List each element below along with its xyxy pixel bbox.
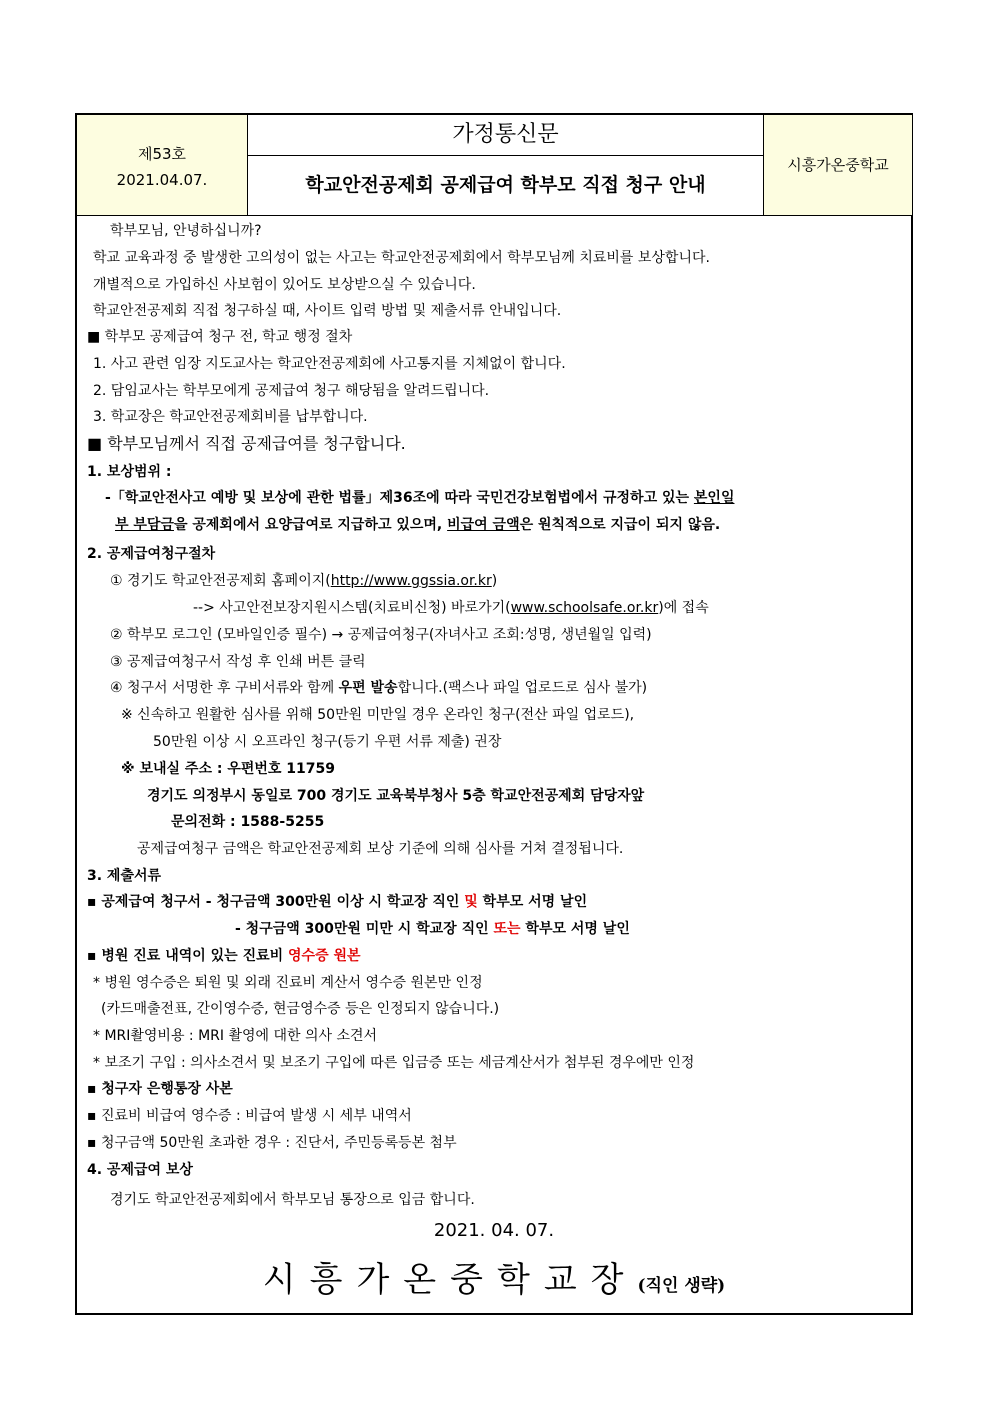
payment-text: 경기도 학교안전공제회에서 학부모님 통장으로 입금 합니다. [110, 1192, 475, 1208]
document-item: ▪ 청구자 은행통장 사본 [87, 1081, 233, 1097]
document-note: * 병원 영수증은 퇴원 및 외래 진료비 계산서 영수증 원본만 인정 [93, 975, 483, 991]
document-item: ▪ 병원 진료 내역이 있는 진료비 영수증 원본 [87, 948, 361, 964]
section-4-heading: 4. 공제급여 보상 [87, 1162, 193, 1178]
document-note: (카드매출전표, 간이영수증, 현금영수증 등은 인정되지 않습니다.) [101, 1001, 500, 1017]
document-note: * MRI촬영비용 : MRI 촬영에 대한 의사 소견서 [93, 1028, 378, 1044]
sign-date: 2021. 04. 07. [433, 1220, 555, 1241]
procedure-step: ② 학부모 로그인 (모바일인증 필수) → 공제급여청구(자녀사고 조회:성명, 생년월일 입력) [110, 627, 652, 643]
document-kind: 가정통신문 [248, 115, 763, 156]
admin-step: 1. 사고 관련 임장 지도교사는 학교안전공제회에 사고통지를 지체없이 합니다. [93, 356, 566, 372]
mailing-address-label: ※ 보내실 주소 : 우편번호 11759 [121, 761, 336, 777]
schoolsafe-link[interactable]: www.schoolsafe.or.kr [510, 600, 659, 616]
direct-claim-heading: ■ 학부모님께서 직접 공제급여를 청구합니다. [87, 434, 406, 453]
document-item: ▪ 진료비 비급여 영수증 : 비급여 발생 시 세부 내역서 [87, 1108, 412, 1124]
intro-paragraph: 학교안전공제회 직접 청구하실 때, 사이트 입력 방법 및 제출서류 안내입니다. [93, 303, 562, 319]
procedure-step: ① 경기도 학교안전공제회 홈페이지(http://www.ggssia.or.kr) [110, 573, 498, 589]
admin-step: 2. 담임교사는 학부모에게 공제급여 청구 해당됨을 알려드립니다. [93, 383, 490, 399]
issue-cell [77, 115, 248, 215]
intro-paragraph: 학교 교육과정 중 발생한 고의성이 없는 사고는 학교안전공제회에서 학부모님께 치료비를 보상합니다. [93, 250, 710, 266]
coverage-line: -「학교안전사고 예방 및 보상에 관한 법률」제36조에 따라 국민건강보험법에서 규정하고 있는 본인일 [105, 490, 735, 506]
school-name: 시흥가온중학교 [763, 115, 912, 215]
issue-number: 제53호 [137, 145, 187, 163]
procedure-step: ④ 청구서 서명한 후 구비서류와 함께 우편 발송합니다.(팩스나 파일 업로드로 심사 불가) [110, 680, 648, 696]
document-item: ▪ 공제급여 청구서 - 청구금액 300만원 이상 시 학교장 직인 및 학부모 서명 날인 [87, 894, 588, 910]
document-note: * 보조기 구입 : 의사소견서 및 보조기 구입에 따른 입금증 또는 세금계산서가 첨부된 경우에만 인정 [93, 1055, 695, 1071]
greeting: 학부모님, 안녕하십니까? [110, 223, 262, 239]
issue-date: 2021.04.07. [116, 171, 208, 189]
principal-name: 시흥가온중학교장 [262, 1260, 638, 1300]
document-item: ▪ 청구금액 50만원 초과한 경우 : 진단서, 주민등록등본 첨부 [87, 1135, 457, 1151]
title-cell [248, 115, 763, 215]
section-1-heading: 1. 보상범위 : [87, 464, 172, 480]
procedure-note: 50만원 이상 시 오프라인 청구(등기 우편 서류 제출) 권장 [153, 734, 502, 750]
section-2-heading: 2. 공제급여청구절차 [87, 546, 216, 562]
decision-note: 공제급여청구 금액은 학교안전공제회 보상 기준에 의해 심사를 거쳐 결정됩니다. [137, 841, 624, 857]
document-item: - 청구금액 300만원 미만 시 학교장 직인 또는 학부모 서명 날인 [235, 921, 630, 937]
procedure-step-detail: --> 사고안전보장지원시스템(치료비신청) 바로가기(www.schoolsafe.or.kr)에 접속 [193, 600, 709, 616]
inquiry-phone: 문의전화 : 1588-5255 [171, 814, 325, 830]
coverage-line: 부 부담금을 공제회에서 요양급여로 지급하고 있으며, 비급여 금액은 원칙적으로 지급이 되지 않음. [115, 517, 721, 533]
notice-frame [75, 113, 913, 1315]
header-table [77, 115, 911, 216]
procedure-note: ※ 신속하고 원활한 심사를 위해 50만원 미만일 경우 온라인 청구(전산 파일 업로드), [121, 707, 635, 723]
mailing-address: 경기도 의정부시 동일로 700 경기도 교육북부청사 5층 학교안전공제회 담당자앞 [147, 788, 645, 804]
admin-step: 3. 학교장은 학교안전공제회비를 납부합니다. [93, 409, 368, 425]
seal-omitted-note: (직인 생략) [637, 1276, 726, 1296]
intro-paragraph: 개별적으로 가입하신 사보험이 있어도 보상받으실 수 있습니다. [93, 277, 476, 293]
section-3-heading: 3. 제출서류 [87, 868, 162, 884]
document-title: 학교안전공제회 공제급여 학부모 직접 청구 안내 [305, 174, 706, 196]
ggssia-link[interactable]: http://www.ggssia.or.kr [330, 573, 492, 589]
principal-signature [77, 1252, 911, 1301]
admin-heading: ■ 학부모 공제급여 청구 전, 학교 행정 절차 [87, 329, 353, 345]
procedure-step: ③ 공제급여청구서 작성 후 인쇄 버튼 클릭 [110, 654, 366, 670]
